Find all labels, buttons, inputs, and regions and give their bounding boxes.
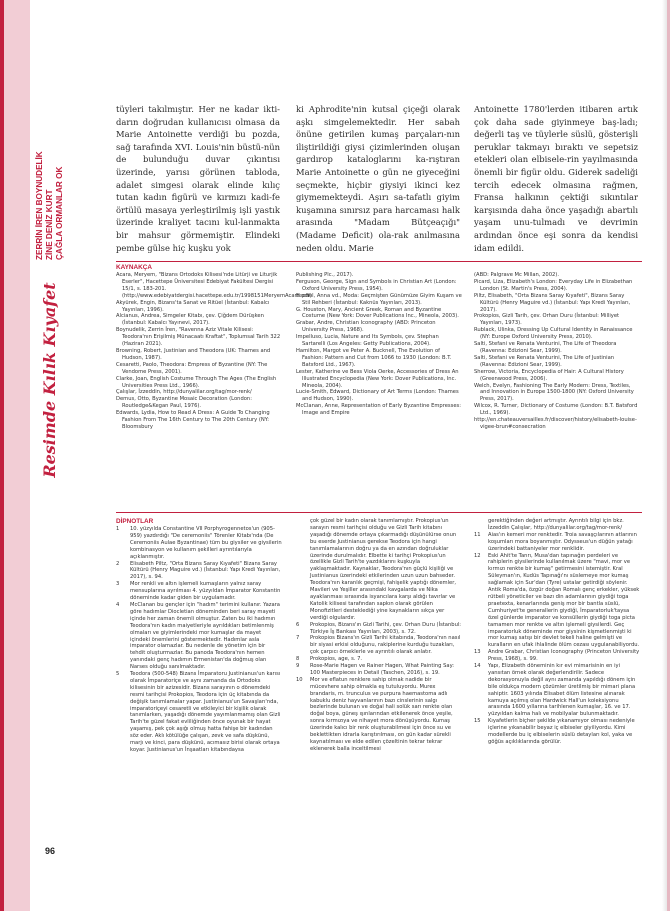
reference-item: Edwards, Lydia, How to Read A Dress: A Guide To Changing Fashion From The 16th Century to The 20th Century (NY: Bloomsbury [116, 410, 270, 430]
reference-item: Sherrow, Victoria, Encyclopedia of Hair: A Cultural History (Greenwood Press, 2006). [474, 368, 624, 382]
references-rule [116, 261, 642, 262]
author-label [31, 100, 71, 260]
reference-item: Lucie-Smith, Edward, Dictionary of Art Terms (London: Thames and Hudson, 1990). [296, 389, 459, 403]
footnote-number: 11 [474, 531, 481, 538]
body-column-1: tüyleri takılmıştır. Her ne kadar ikti-darın doğrudan kullanıcısı olmasa da Marie Antoinette verdiği bu pozda, sağ tarafında XVI. Louis'nin büstü-nün de bulunduğu duvar çıkıntısı üzerinde, yarısı görünen tabloda, adalet simgesi olarak elinde kılıç tutan kadın figürü ve kırmızı kadi-fe örtülü masaya yerleştirilmiş işli yastık üzerinde kraliyet tacını kul-lanmakta bir mahsur görmemiştir. Elindeki pembe gülse hiç kuşku yok [116, 104, 280, 253]
reference-item: Grabar, Andre, Christian Iconography (ABD: Princeton University Press, 1968). [296, 320, 436, 334]
references-column-3 [474, 272, 640, 504]
footnote [116, 581, 282, 602]
footnote [296, 518, 462, 622]
reference-item: Boynudelik, Zerrin İren, "Ravenna Aziz Vitale Kilisesi: Teodora'nın Erişilmiş Münacaatı Kraftat", Toplumsal Tarih 322 (Haziran 2021). [116, 327, 281, 348]
reference-item: Salti, Stefani ve Renata Venturini, The Life of Theodora (Ravenna: Edizioni Sear, 1999). [474, 341, 617, 354]
footnote-number: 9 [296, 663, 300, 670]
reference-item: Piltz, Elisabeth, "Orta Bizans Saray Kıyafeti", Bizans Saray Kültürü (Henry Maguire vd.) (İstanbul: Yapı Kredi Yayınları, 2017). [474, 292, 631, 313]
footnote-text: 10. yüzyılda Constantine VII Porphyrogennetos'un (905-959) yazdırdığı "De ceremoniis" Törenler Kitabı'nda (De Ceremoniis Aulae Byzantinae) tüm bu giysiler ve giysilerin kombinasyon ve kullanım şekilleri ayrıntılarıyla açıklanmıştır. [130, 526, 282, 560]
reference-item: Wilcox, R. Turner, Dictionary of Costume (London: B.T. Batsford Ltd., 1969). [474, 403, 638, 417]
reference-item: McClanan, Anne, Representation of Early Byzantine Empresses: Image and Empire [296, 403, 461, 417]
reference-item: Ferguson, George, Sign and Symbols in Christian Art (London: Oxford University Press, 1954). [296, 278, 457, 292]
sidebar-band [0, 0, 30, 911]
footnote [296, 663, 462, 677]
footnote [116, 526, 282, 561]
footnote-number: 4 [116, 601, 120, 608]
reference-item: (ABD: Palgrave Mc Millan, 2002). [474, 272, 559, 278]
reference-item: Picard, Liza, Elizabeth's London: Everyday Life in Elizabethan London (St. Martin's Press, 2004). [474, 278, 633, 292]
body-column-3: Antoinette 1780'lerden itibaren artık çok daha sade giyinmeye baş-ladı; değerli taş ve tüylerle süslü, gösterişli peruklar takmayı bıraktı ve sepetsiz etekleri olan elbisele-rin yayılmasında önemli bir figür oldu. Giderek sadeliği tercih edecek olmasına rağmen, Fransa halkının çektiği sıkıntılar karşısında daha önce yaşadığı abartılı yaşam unu-tulmadı ve devrimin ardından önce eşi sonra da kendisi idam edildi. [474, 104, 638, 253]
footnote-number: 15 [474, 718, 481, 725]
footnote-text: McClanan bu gençler için "hadım" terimini kullanır. Yazara göre hadımlar Diocletian döneminden beri saray mayeti içinde her zaman önemli olmuştur. Zaten bu iki hadımın Teodora'nın kadın maiyetleriyle ayrıldıkları betimlenmiş olmaları ve giyimlerindeki mor kumaşlar da mayet içindeki önemlerini göstermektedir. Hadımlar asla imparator olamazlar. Bu nedenle de yönetim için bir tehdit oluşturmazlar. Bu panoda Teodora'nın hemen yanındaki genç hadımın Ermenistan'da doğmuş olan Narses olduğu sanılmaktadır. [130, 601, 280, 671]
footnote-number: 1 [116, 526, 120, 532]
footnote-number [474, 518, 488, 532]
footnote-number: 14 [474, 663, 481, 670]
sidebar-accent-stripe [0, 0, 4, 911]
reference-item: Lester, Katherine ve Bess Viola Oerke, Accessories of Dress An Illustrated Encyclopedia (New York: Dover Publications, Inc. Mineola, 2004). [296, 368, 459, 389]
footnote [116, 671, 282, 754]
footnote [474, 518, 640, 532]
notes-column-2 [296, 518, 462, 888]
footnote-text: Mor renkli ve altın işlemeli kumaşların yalnız saray mensuplarına ayrılması 4. yüzyıldan İmparator Konstantin döneminde kadar giden bir uygulamadır. [130, 581, 281, 602]
footnote-number: 6 [296, 621, 300, 628]
footnote-number: 5 [116, 671, 120, 678]
footnote-number: 3 [116, 581, 120, 588]
footnote [474, 718, 640, 746]
notes-heading: DİPNOTLAR [116, 518, 154, 525]
reference-item: Clarke, Joan, English Costume Through The Ages (The English Universities Press Ltd., 1966). [116, 375, 277, 389]
notes-column-1 [116, 518, 282, 888]
footnote-text: Prokopios, age, s. 7. [310, 656, 363, 663]
reference-item: Salti, Stefani ve Renata Venturini, The Life of Justinian (Ravenna: Edizioni Sear, 1999). [474, 354, 615, 368]
reference-item: Alcianus, Andrea, Simgeler Kitabı, çev. Çiğdem Dürüşken (İstanbul: Kabalcı Yayınevi, 2017). [116, 313, 264, 327]
reference-item: Çalışlar, İzzeddin, http://dunyalilar.org/tag/mor-renk/ [116, 389, 252, 396]
section-title [30, 270, 70, 490]
footnote-text: gerektiğinden değeri artmıştır. Ayrıntılı bilgi için bkz. İzzeddin Çalışlar, http://dunyalilar.org/tag/mor-renk/ [488, 518, 624, 531]
reference-item: Impelluso, Lucia, Nature and Its Symbols, çev. Stephan Sartarelli (Los Angeles: Getty Publications, 2004). [296, 334, 439, 348]
reference-item: Fischel, Anna vd., Moda: Geçmişten Günümüze Giyim Kuşam ve Stil Rehberi (İstanbul: Kaknüs Yayınları, 2013). [296, 292, 462, 306]
reference-item: Demus, Otto, Byzantine Mosaic Decoration (London: Routledge&Kegan Paul, 1976). [116, 396, 252, 410]
footnote-text: Andre Grabar, Christian Iconography (Princeton University Press, 1968), s. 99. [488, 649, 640, 663]
references-heading: KAYNAKÇA [116, 264, 152, 271]
footnote-text: Mor ve eflatun renklere sahip olmak nadide bir mücevhere sahip olmakla eş tutuluyordu. Murex brandaris, m. trunculus ve purpura haemastoma adlı kabuklu deniz hayvanlarının bazı cinslerinin salgı bezlerinde bulunan ve doğal hali solük sarı renkte olan doğal boya, güneş ışınlarından etkilenerek önce yeşile, sonra kırmızıya ve nihayet mora dönüşüyordu. Kumaş üzerinde kalıcı bir renk oluşturabilmesi için önce su ve beklettikten idrarla karıştırılması, on gün kadar sürekli kaynatılması ve elde edilen çözeltinin tekrar tekrar eklenerek balla inceltilmesi [310, 676, 453, 752]
notes-column-3 [474, 518, 640, 888]
footnote-text: Yapı, Elizabeth döneminin kır evi mimarisinin en iyi yansıtan örnek olarak değerlendirilir. Sadece dekorasyonuyla değil aynı zamanda yapıldığı dönem için bile oldukça modern çözümler üretilmiş bir mimari plana sahiptir. 1603 yılında Elisabet ölüm listesine alınarak kamuya açılmış olan Hardwick Hall'un koleksiyonu arasında 1600 yıllarına tarihlenen kumaşlar, 16. ve 17. yüzyıldan kalma halı ve mobilyalar bulunmaktadır. [488, 663, 636, 718]
reference-item: Publishing Plc., 2017). [296, 272, 354, 278]
body-column-2: ki Aphrodite'nin kutsal çiçeği olarak aşkı simgelemektedir. Her sabah önüne getirilen kumaş parçaları-nın iliştirildiği giysi çizimlerinden oluşan gardırop kataloglarını ka-rıştıran Marie Antoinette o gün ne giyeceğini seçmekte, hiçbir giysiyi ikinci kez giymemekteydi. Aşırı sa-tafatlı giyim kuşamına sınırsız para harcaması halk arasında "Madam Bütçeaçığı" (Madame Deficit) ola-rak anılmasına neden oldu. Marie [296, 104, 460, 253]
author-line-2: ZİNE DENİZ KURT [45, 189, 54, 260]
reference-item: http://en.chateauversailles.fr/discover/history/elisabeth-louise-vigee-brun#consecration [474, 417, 637, 430]
footnote-number: 12 [474, 552, 481, 559]
footnote [474, 663, 640, 718]
footnote [116, 602, 282, 671]
section-title-text: Resimde Kılık Kıyafet [40, 282, 59, 478]
footnote [296, 656, 462, 663]
footnote-number [296, 518, 310, 622]
footnote-text: Rose-Marie Hagen ve Rainer Hagen, What Painting Say: 100 Masterpieces in Detail (Taschen, 2016), s. 19. [310, 663, 455, 676]
footnote-text: çok güzel bir kadın olarak tanımlamıştır. Prokopius'un sarayın resmi tarihçisi olduğu ve Gizli Tarih kitabını yaşadığı dönemde ortaya çıkarmadığı düşünülürse onun bu eserde Justinianus gerekse Teodora için hangi tanımlamalarının doğru ya da en azından doğruluklar üzerinde durulmalıdır. Elbette ki tarihçi Prokopius'un özellikle Gizli Tarih'te yazdıklarını kuşkuyla yaklaşmaktadır. Kaynaklar, Teodora'nın güçlü kişiliği ve Justinianus üzerindeki etkilerinden uzun uzun bahseder. Teodora'nın karanlık geçmişi, fahişelik yaptığı dönemler, Mavileri ve Yeşiller arasındaki kavgalarda ve Nika ayaklanması sırasında isyancılara karşı aldığı tavırlar ve Katolik kilisesi tarafından sapkın olarak görülen Monofizitleri desteklediği yine kaynakların sıkça yer verdiği olgulardır. [310, 518, 457, 621]
footnote-text: Kıyafetlerin biçher şekilde yıkanamıyor olması nedeniyle içlerine yıkanabilir beyaz iç elbiseler giyiliyordu. Kimi modellerde bu iç elbiselerin süslü detayları kol, yaka ve göğüs açıklıklarında görülür. [488, 718, 635, 745]
author-line-3: ÇAĞLA ORMANLAR OK [55, 166, 64, 260]
footnote-number: 10 [296, 676, 303, 683]
references-column-1 [116, 264, 312, 496]
reference-item: Hamilton, Margot ve Peter A. Bucknell, The Evolution of Fashion: Pattern and Cut from 1066 to 1930 (London: B.T. Batsford Ltd., 1967). [296, 347, 452, 368]
reference-item: Prokopios, Gizli Tarih, çev. Orhan Duru (İstanbul: Milliyet Yayınları, 1973). [474, 313, 620, 327]
footnote [296, 635, 462, 656]
reference-item: Welch, Evelyn, Fashioning The Early Modern: Dress, Textiles, and Innovation in Europe 1500-1800 (NY: Oxford University Press, 2017). [474, 382, 634, 403]
footnote-text: Aias'ın kemeri mor renktedir. Troia savaşçılarının atlarının koşumları mora boyanmıştır. Odysseus'un düğün yatağı üzerindeki battaniyeler mor renklidir. [488, 531, 637, 552]
reference-item: Browning, Robert, Justinian and Theodora (UK: Thames and Hudson, 1987). [116, 347, 271, 361]
reference-item: Akyürek, Engin, Bizans'ta Sanat ve Ritüel (İstanbul: Kabalcı Yayınları, 1996). [116, 299, 270, 313]
footnote-text: Elisabeth Piltz, "Orta Bizans Saray Kıyafeti" Bizans Saray Kültürü (Henry Maguire vd.) (İstanbul: Yapı Kredi Yayınları, 2017), s. 94. [130, 560, 281, 581]
footnote-number: 7 [296, 635, 300, 642]
footnote [296, 622, 462, 636]
footnote-number: 2 [116, 560, 120, 567]
footnote-text: Eski Ahit'te Tanrı, Musa'dan tapınağın perdeleri ve rahiplerin giysilerinde kullanılmak üzere "mavi, mor ve kırmızı renkte bir kumaş" getirmesini istemiştir. Kral Süleyman'ın, Kudüs Tapınağı'nı süslemeye mor kumaş sağlamak için Sur'dan (Tyre) ustalar getirdiği söylenir. Antik Roma'da, özgür doğan Romalı genç erkekler, yüksek rütbeli yöneticiler ve bazı din adamlarının giydiği toga praetexta, kenarlarında geniş mor bir bantla süslü, Cumhuriyet'te generallerin giydiği, İmparatorluk'taysa özel günlerde imparator ve konsüllerin giydiği toga picta tamamen mor renkte ve altın işlemeli giysilerdi. Geç imparatorluk döneminde mor giysinin kişmetlenmişti ki mor kumaş satışı bir devlet tekeli haline gelmişti ve kuralların en ufak ihlalinde ölüm cezası uygulanabiliyordu. [488, 552, 640, 649]
footnote-text: Prokopios, Bizans'ın Gizli Tarihi, çev. Orhan Duru (İstanbul: Türkiye İş Bankası Yayınları, 2003), s. 72. [310, 621, 462, 635]
references-column-2 [296, 272, 462, 504]
footnote [474, 553, 640, 650]
reference-item: Cesaretti, Paolo, Theodora: Empress of Byzantine (NY: The Vendome Press, 2001). [116, 361, 268, 375]
footnote-number: 8 [296, 656, 300, 663]
footnote [474, 532, 640, 553]
author-line-1: ZERRİN İREN BOYNUDELİK [35, 151, 44, 260]
footnote-text: Prokopios Bizans'ın Gizli Tarihi kitabında, Teodora'nın nasıl bir siyasi erkisi olduğunu, rakiplerine kurduğu tuzakları, çok çarpıcı örneklerle ve ayrıntılı olarak anlatır. [310, 635, 461, 656]
notes-rule [116, 512, 642, 513]
footnote [116, 561, 282, 582]
reference-item: G. Houston, Mary, Ancient Greek, Roman and Byzantine Costume (New York: Dover Publications Inc., Mineola, 2003). [296, 306, 459, 320]
page-number: 96 [45, 846, 56, 856]
reference-item: Rublack, Ulinka, Dressing Up Cultural Identity in Renaissance (NY: Europe Oxford University Press, 2010). [474, 327, 633, 341]
footnote-number: 13 [474, 649, 481, 656]
footnote-text: Teodora (500-548) Bizans İmparatoru Justinianus'un karısı olarak İmparatoriçe ve aynı zamanda da Ortodoks kilisesinin bir azizesidir. Bizans sarayının o dönemdeki resmi tarihçisi Prokopios, Teodora için üç kitabında da değişik tanımlamalar yapar. Justinianus'un Savaşları'nda, imparatoriçeyi cesaretli ve etkileyici bir kişilik olarak tanımlarken, yaşadığı dönemde yayımlanmamış olan Gizli Tarih'te güzel fakat evliliğinden önce oyunak bir hayat yaşamış, pek çok aşığı olmuş hatta fahişe bir kadından söz eder. Aklı kötülüğe çalışan, zevk ve safa düşkünü, marjı ve kinci, para düşkünü, acımasız birisi olarak ortaya koyar. Justinianus'un İnşaatları kitabındaysa [130, 671, 281, 753]
footnote [474, 649, 640, 663]
footnote [296, 677, 462, 753]
reference-item: Acara, Meryem, "Bizans Ortodoks Kilisesi'nde Litürji ve Liturjik Eserler", Hacettepe Üniversitesi Edebiyat Fakültesi Dergisi 15/1, s. 183-201. (http://www.edebiyatdergisi.hacettepe.edu.tr/1998151MeryemAcara.pdf) [116, 272, 312, 299]
